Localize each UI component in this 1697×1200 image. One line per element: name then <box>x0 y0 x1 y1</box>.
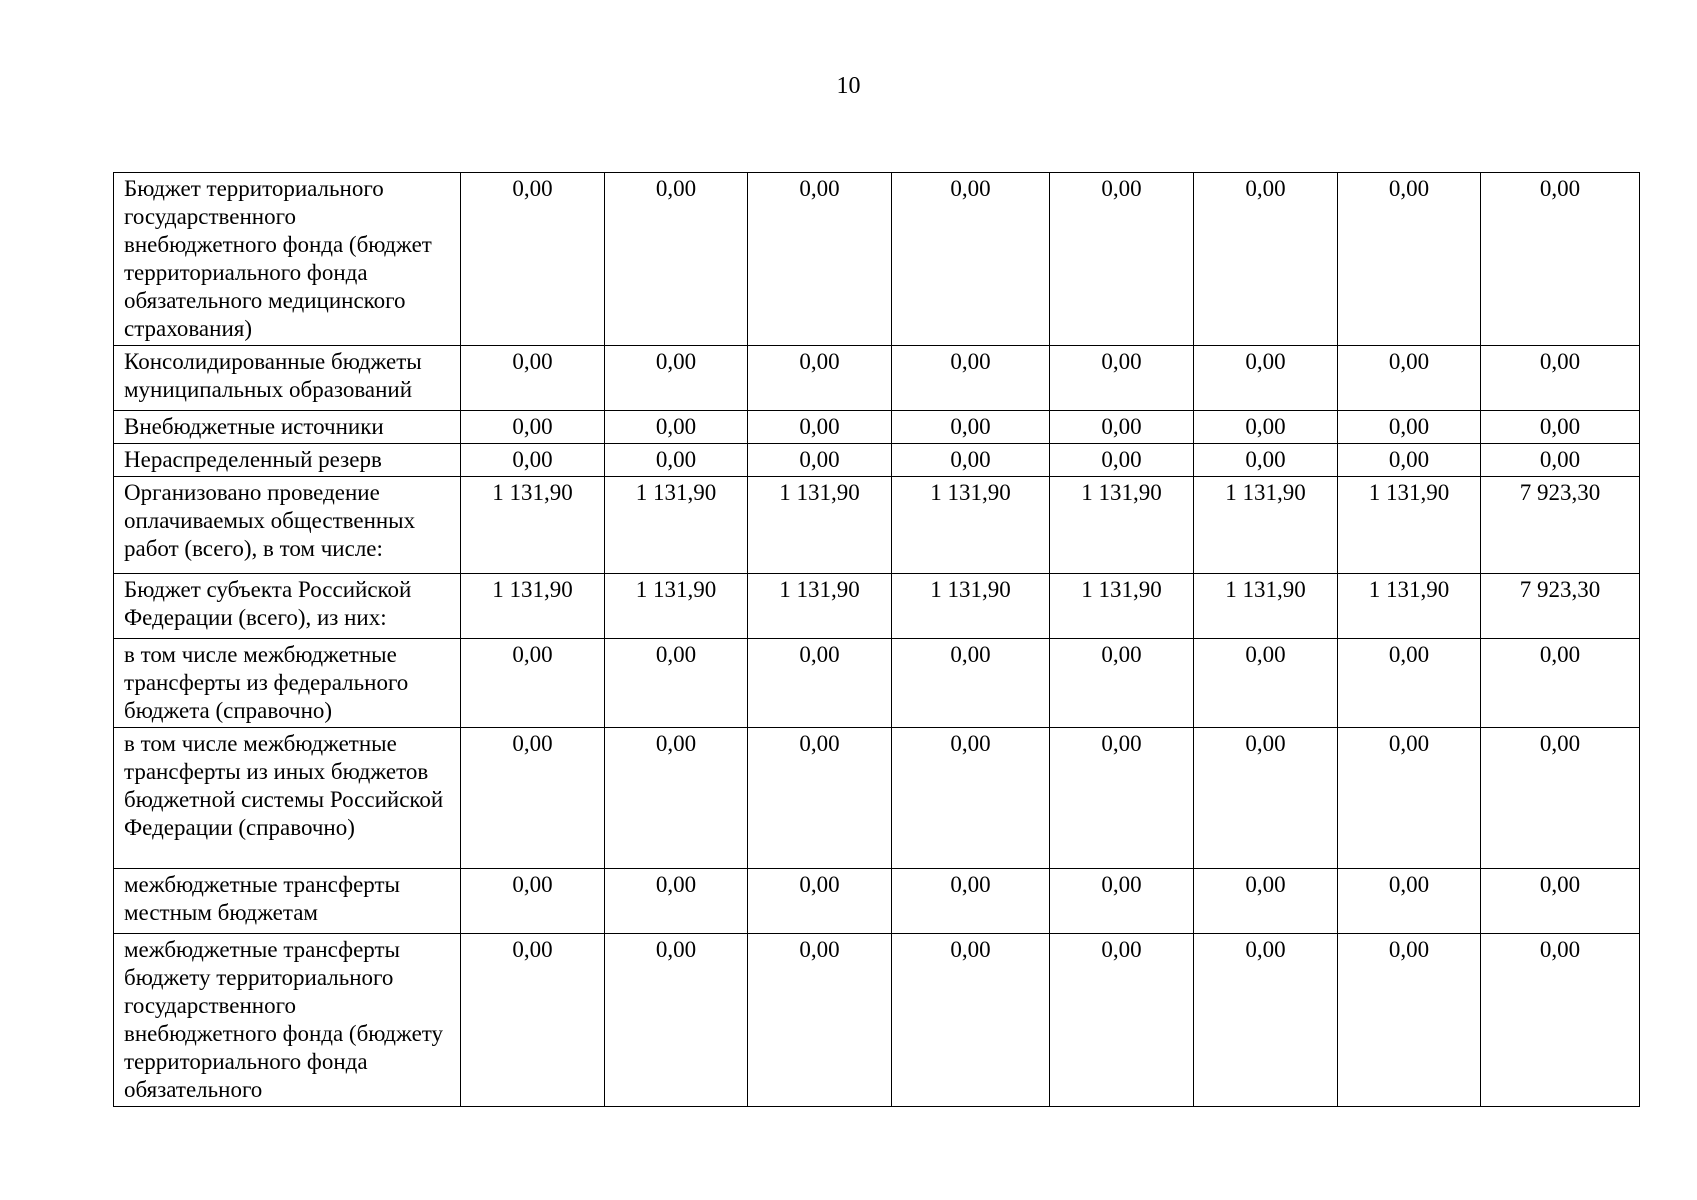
value-cell: 0,00 <box>605 173 748 346</box>
value-cell: 0,00 <box>1338 728 1481 869</box>
value-cell: 0,00 <box>605 639 748 728</box>
budget-table <box>113 172 1640 1107</box>
row-label: в том числе межбюджетные трансферты из иных бюджетов бюджетной системы Российской Федерации (справочно) <box>114 728 461 869</box>
value-cell: 0,00 <box>748 728 892 869</box>
row-label: Бюджет территориального государственного внебюджетного фонда (бюджет территориального фонда обязательного медицинского страхования) <box>114 173 461 346</box>
value-cell: 0,00 <box>1481 346 1640 411</box>
row-label: Организовано проведение оплачиваемых общественных работ (всего), в том числе: <box>114 477 461 574</box>
value-cell: 0,00 <box>748 173 892 346</box>
value-cell: 0,00 <box>1194 173 1338 346</box>
value-cell: 1 131,90 <box>1050 477 1194 574</box>
value-cell: 7 923,30 <box>1481 574 1640 639</box>
value-cell: 0,00 <box>1050 173 1194 346</box>
value-cell: 1 131,90 <box>605 574 748 639</box>
table-row <box>114 173 1640 346</box>
row-label: Внебюджетные источники <box>114 411 461 444</box>
value-cell: 0,00 <box>461 728 605 869</box>
value-cell: 0,00 <box>1481 869 1640 934</box>
value-cell: 7 923,30 <box>1481 477 1640 574</box>
value-cell: 0,00 <box>1481 639 1640 728</box>
row-label: Бюджет субъекта Российской Федерации (всего), из них: <box>114 574 461 639</box>
value-cell: 1 131,90 <box>748 477 892 574</box>
value-cell: 0,00 <box>605 728 748 869</box>
value-cell: 0,00 <box>1050 728 1194 869</box>
value-cell: 0,00 <box>605 346 748 411</box>
value-cell: 0,00 <box>1194 869 1338 934</box>
table-row <box>114 934 1640 1107</box>
value-cell: 0,00 <box>892 934 1050 1107</box>
value-cell: 0,00 <box>1050 346 1194 411</box>
value-cell: 0,00 <box>892 346 1050 411</box>
value-cell: 1 131,90 <box>1338 477 1481 574</box>
table-row <box>114 639 1640 728</box>
table-row <box>114 574 1640 639</box>
table-row <box>114 411 1640 444</box>
value-cell: 0,00 <box>1338 934 1481 1107</box>
value-cell: 0,00 <box>1481 444 1640 477</box>
value-cell: 0,00 <box>1481 173 1640 346</box>
value-cell: 0,00 <box>461 411 605 444</box>
value-cell: 0,00 <box>605 411 748 444</box>
value-cell: 1 131,90 <box>892 477 1050 574</box>
row-label: Нераспределенный резерв <box>114 444 461 477</box>
value-cell: 0,00 <box>1481 411 1640 444</box>
value-cell: 0,00 <box>748 639 892 728</box>
value-cell: 0,00 <box>461 869 605 934</box>
value-cell: 1 131,90 <box>605 477 748 574</box>
value-cell: 0,00 <box>892 869 1050 934</box>
value-cell: 0,00 <box>892 444 1050 477</box>
value-cell: 0,00 <box>1050 934 1194 1107</box>
value-cell: 0,00 <box>748 346 892 411</box>
value-cell: 1 131,90 <box>748 574 892 639</box>
row-label: Консолидированные бюджеты муниципальных образований <box>114 346 461 411</box>
value-cell: 0,00 <box>1194 346 1338 411</box>
value-cell: 0,00 <box>461 639 605 728</box>
table-row <box>114 346 1640 411</box>
page-number: 10 <box>836 73 861 99</box>
value-cell: 1 131,90 <box>1194 477 1338 574</box>
value-cell: 0,00 <box>461 173 605 346</box>
value-cell: 0,00 <box>1194 639 1338 728</box>
value-cell: 1 131,90 <box>1194 574 1338 639</box>
value-cell: 1 131,90 <box>461 574 605 639</box>
table-row <box>114 444 1640 477</box>
row-label: в том числе межбюджетные трансферты из федерального бюджета (справочно) <box>114 639 461 728</box>
row-label: межбюджетные трансферты местным бюджетам <box>114 869 461 934</box>
value-cell: 0,00 <box>1050 639 1194 728</box>
value-cell: 0,00 <box>461 444 605 477</box>
table-row <box>114 728 1640 869</box>
value-cell: 0,00 <box>1050 444 1194 477</box>
table-row <box>114 869 1640 934</box>
value-cell: 0,00 <box>605 934 748 1107</box>
value-cell: 0,00 <box>1481 728 1640 869</box>
value-cell: 0,00 <box>1194 411 1338 444</box>
value-cell: 0,00 <box>1194 444 1338 477</box>
value-cell: 0,00 <box>1050 869 1194 934</box>
value-cell: 1 131,90 <box>892 574 1050 639</box>
value-cell: 0,00 <box>1338 173 1481 346</box>
value-cell: 0,00 <box>1194 728 1338 869</box>
value-cell: 0,00 <box>1338 411 1481 444</box>
table-row <box>114 477 1640 574</box>
value-cell: 0,00 <box>1481 934 1640 1107</box>
value-cell: 0,00 <box>1338 869 1481 934</box>
value-cell: 0,00 <box>748 869 892 934</box>
value-cell: 0,00 <box>892 728 1050 869</box>
value-cell: 0,00 <box>1050 411 1194 444</box>
value-cell: 0,00 <box>461 346 605 411</box>
value-cell: 0,00 <box>748 411 892 444</box>
value-cell: 0,00 <box>892 411 1050 444</box>
value-cell: 0,00 <box>605 444 748 477</box>
row-label: межбюджетные трансферты бюджету территориального государственного внебюджетного фонда (бюджету территориального фонда обязательного <box>114 934 461 1107</box>
value-cell: 0,00 <box>1338 444 1481 477</box>
value-cell: 0,00 <box>892 639 1050 728</box>
budget-table-body <box>114 173 1640 1107</box>
value-cell: 0,00 <box>892 173 1050 346</box>
value-cell: 0,00 <box>461 934 605 1107</box>
value-cell: 0,00 <box>1338 346 1481 411</box>
value-cell: 0,00 <box>1338 639 1481 728</box>
value-cell: 1 131,90 <box>461 477 605 574</box>
value-cell: 0,00 <box>748 934 892 1107</box>
value-cell: 0,00 <box>748 444 892 477</box>
value-cell: 1 131,90 <box>1338 574 1481 639</box>
value-cell: 1 131,90 <box>1050 574 1194 639</box>
value-cell: 0,00 <box>605 869 748 934</box>
value-cell: 0,00 <box>1194 934 1338 1107</box>
